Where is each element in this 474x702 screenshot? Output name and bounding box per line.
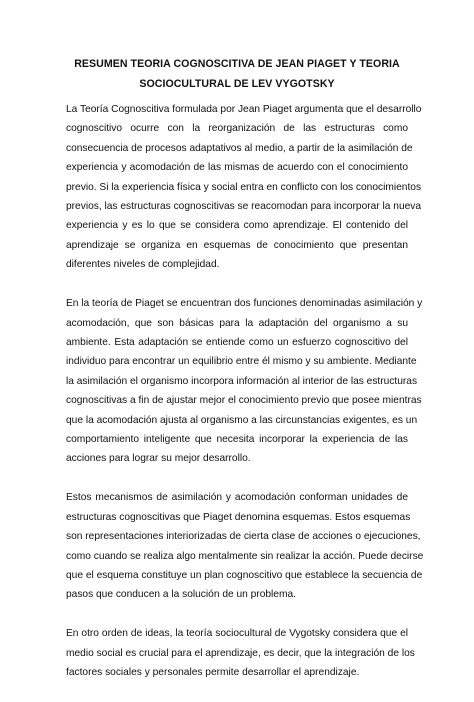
paragraph-4	[66, 624, 415, 682]
text-line: Estos mecanismos de asimilación y acomodación conforman unidades de	[66, 492, 408, 504]
text-line: diferentes niveles de complejidad.	[66, 259, 220, 271]
text-line: factores sociales y personales permite desarrollar el aprendizaje.	[66, 667, 360, 679]
text-line: cognoscitivas a fin de ajustar mejor el conocimiento previo que posee mientras	[66, 395, 422, 407]
document-title	[66, 54, 408, 94]
paragraph-3	[66, 488, 424, 604]
title-line: RESUMEN TEORIA COGNOSCITIVA DE JEAN PIAGET Y TEORIA	[74, 58, 400, 70]
text-line: la asimilación el organismo incorpora información al interior de las estructuras	[66, 375, 418, 387]
text-line: que la acomodación ajusta al organismo a las circunstancias exigentes, es un	[66, 414, 418, 426]
text-line: individuo para encontrar un equilibrio entre él mismo y su ambiente. Mediante	[66, 356, 417, 368]
text-line: previos, las estructuras cognoscitivas se reacomodan para incorporar la nueva	[66, 201, 422, 213]
text-line: comportamiento inteligente que necesita incorporar la experiencia de las	[66, 434, 408, 445]
text-line: previo. Si la experiencia física y social entra en conflicto con los conocimientos	[66, 181, 422, 193]
text-line: experiencia y acomodación de las mismas de acuerdo con el conocimiento	[66, 162, 408, 174]
text-line: experiencia y es lo que se considera como aprendizaje. El contenido del	[66, 220, 408, 232]
paragraph-2	[66, 294, 423, 469]
text-line: estructuras cognoscitivas que Piaget denomina esquemas. Estos esquemas	[66, 511, 411, 523]
text-line: aprendizaje se organiza en esquemas de conocimiento que presentan	[66, 239, 408, 251]
text-line: acciones para lograr su mejor desarrollo.	[66, 453, 251, 465]
text-line: son representaciones interiorizadas de cierta clase de acciones o ejecuciones,	[66, 531, 421, 543]
text-line: consecuencia de procesos adaptativos al medio, a partir de la asimilación de	[66, 142, 413, 154]
text-line: pasos que conducen a la solución de un problema.	[66, 589, 296, 601]
text-line: medio social es crucial para el aprendizaje, es decir, que la integración de los	[66, 647, 415, 659]
paragraph-1	[66, 100, 422, 275]
text-line: ambiente. Esta adaptación se entiende como un esfuerzo cognoscitivo del	[66, 336, 408, 348]
document-body	[66, 100, 424, 702]
text-line: En otro orden de ideas, la teoría sociocultural de Vygotsky considera que el	[66, 628, 408, 640]
text-line: En la teoría de Piaget se encuentran dos funciones denominadas asimilación y	[66, 298, 423, 310]
text-line: que el esquema constituye un plan cognoscitivo que establece la secuencia de	[66, 569, 423, 581]
text-line: La Teoría Cognoscitiva formulada por Jean Piaget argumenta que el desarrollo	[66, 104, 422, 115]
text-line: como cuando se realiza algo mentalmente sin realizar la acción. Puede decirse	[66, 550, 424, 562]
text-line: cognoscitivo ocurre con la reorganización de las estructuras como	[66, 123, 408, 135]
text-line: acomodación, que son básicas para la adaptación del organismo a su	[66, 317, 408, 329]
title-line: SOCIOCULTURAL DE LEV VYGOTSKY	[139, 78, 335, 90]
